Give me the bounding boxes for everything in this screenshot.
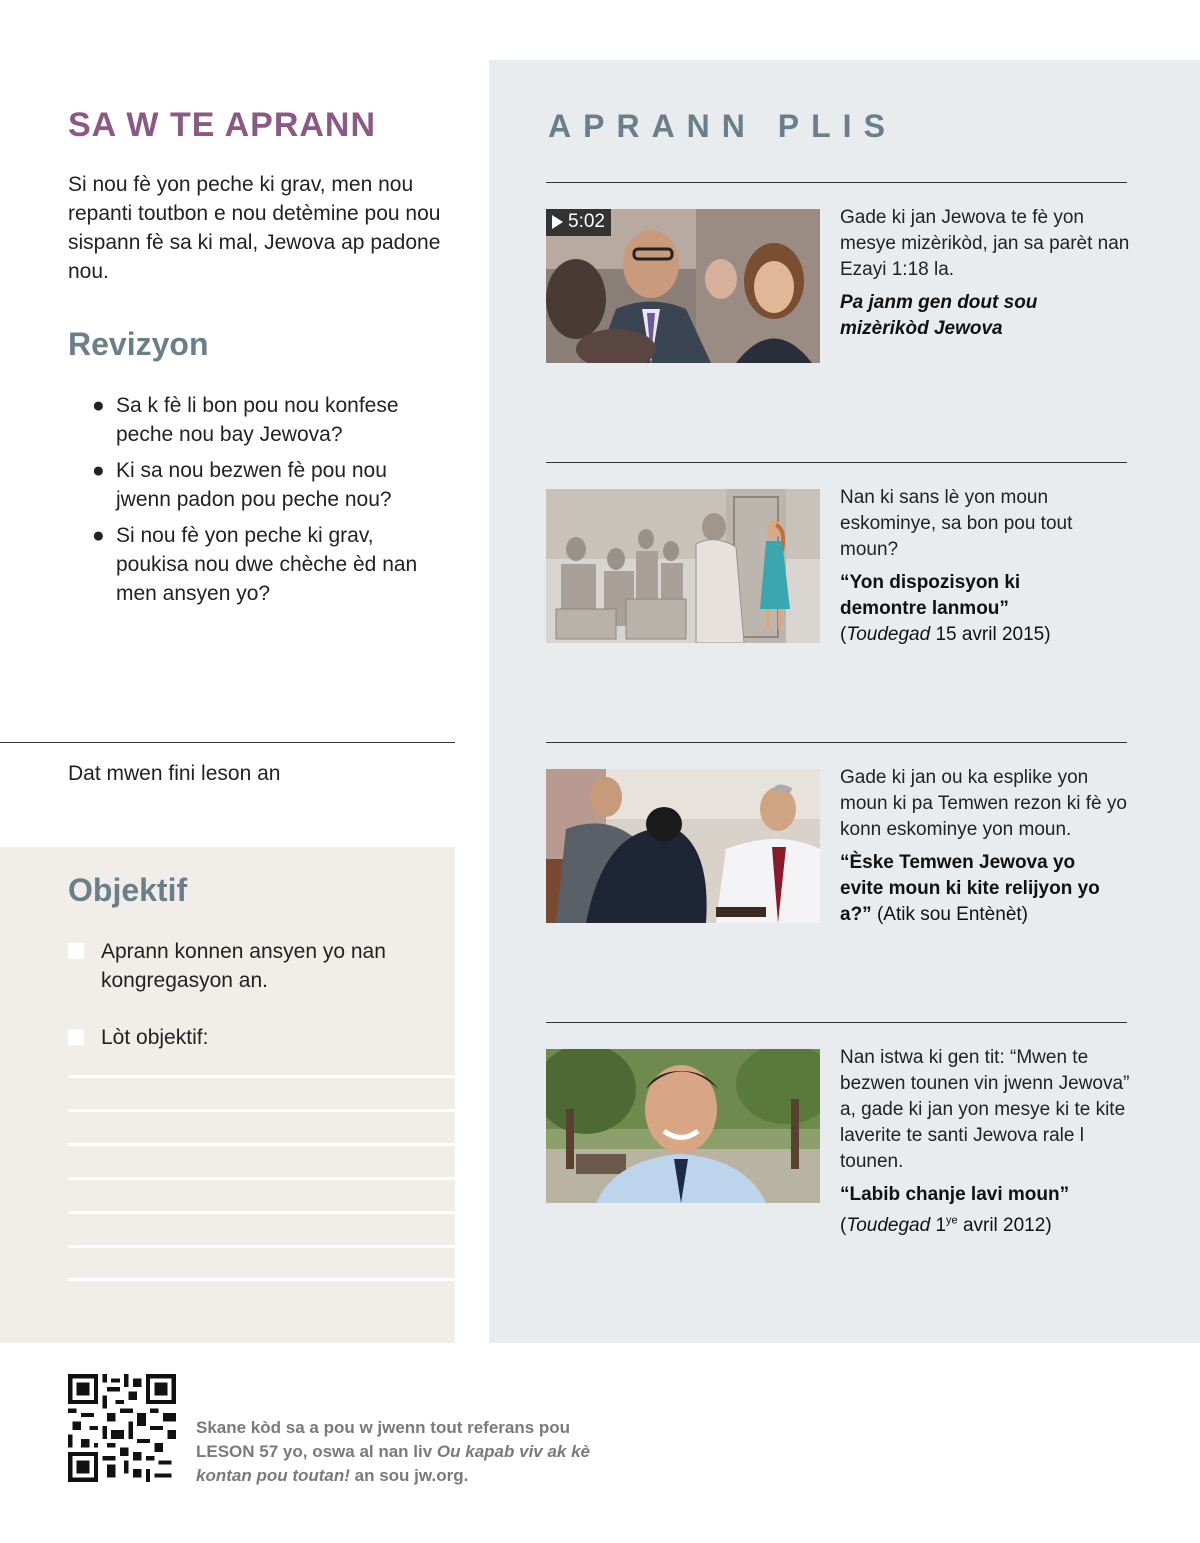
entry-divider bbox=[546, 182, 1127, 183]
learned-section-title: SA W TE APRANN bbox=[68, 106, 377, 144]
entry-divider bbox=[546, 742, 1127, 743]
completion-date-label: Dat mwen fini leson an bbox=[68, 762, 281, 785]
date-divider bbox=[0, 742, 455, 743]
goal-write-line[interactable] bbox=[68, 1177, 455, 1180]
review-section-title: Revizyon bbox=[68, 326, 209, 362]
learn-more-entry-4 bbox=[840, 1045, 1130, 1239]
goal-write-line[interactable] bbox=[68, 1211, 455, 1214]
kingdom-hall-sketch-image bbox=[546, 489, 820, 643]
bible-study-photo-image bbox=[546, 769, 820, 923]
bullet-icon: ● bbox=[92, 459, 105, 482]
entry-article-link[interactable]: “Labib chanje lavi moun” (Toudegad $1^{ye}$ avril 2012) bbox=[840, 1184, 1070, 1237]
entry-article-link[interactable]: “Èske Temwen Jewova yo evite moun ki kite relijyon yo a?” (Atik sou Entènèt) bbox=[840, 852, 1100, 925]
video-duration-badge: 5:02 bbox=[546, 209, 611, 236]
learn-more-entry-3 bbox=[840, 765, 1130, 928]
entry-article-link[interactable]: “Yon dispozisyon ki demontre lanmou” (Toudegad 15 avril 2015) bbox=[840, 572, 1051, 645]
goal-item-meet-elders: Aprann konnen ansyen yo nan kongregasyon an. bbox=[68, 937, 391, 995]
goal-write-line[interactable] bbox=[68, 1075, 455, 1078]
illustration-thumbnail bbox=[546, 489, 820, 643]
man-portrait-photo-image bbox=[546, 1049, 820, 1203]
entry-description: Nan ki sans lè yon moun eskominye, sa bon pou tout moun? bbox=[840, 487, 1073, 560]
photo-thumbnail bbox=[546, 769, 820, 923]
learn-more-title: APRANN PLIS bbox=[548, 108, 897, 144]
goal-checkbox[interactable] bbox=[68, 1029, 84, 1045]
learn-more-entry-1 bbox=[840, 205, 1130, 342]
learned-summary: Si nou fè yon peche ki grav, men nou repanti toutbon e nou detèmine pou nou sispann fè sa ki mal, Jewova ap padone nou. bbox=[68, 173, 441, 283]
bullet-icon: ● bbox=[92, 394, 105, 417]
entry-description: Gade ki jan Jewova te fè yon mesye mizèrikòd, jan sa parèt nan Ezayi 1:18 la. bbox=[840, 207, 1130, 280]
goal-section-title: Objektif bbox=[68, 872, 188, 908]
video-thumbnail[interactable] bbox=[546, 209, 820, 363]
review-item: ● Sa k fè li bon pou nou konfese peche nou bay Jewova? bbox=[92, 391, 442, 449]
entry-description: Gade ki jan ou ka esplike yon moun ki pa Temwen rezon ki fè yo konn eskominye yon moun. bbox=[840, 767, 1127, 840]
review-item: ● Ki sa nou bezwen fè pou nou jwenn padon pou peche nou? bbox=[92, 456, 442, 514]
bullet-icon: ● bbox=[92, 524, 105, 547]
entry-divider bbox=[546, 462, 1127, 463]
learn-more-entry-2 bbox=[840, 485, 1130, 648]
play-icon bbox=[552, 215, 563, 229]
footer-note: Skane kòd sa a pou w jwenn tout referans pou LESON 57 yo, oswa al nan liv Ou kapab viv ak kè kontan pou toutan! an sou jw.org. bbox=[196, 1418, 591, 1485]
portrait-thumbnail bbox=[546, 1049, 820, 1203]
goal-write-line[interactable] bbox=[68, 1278, 455, 1281]
goal-write-line[interactable] bbox=[68, 1109, 455, 1112]
goal-write-line[interactable] bbox=[68, 1245, 455, 1248]
entry-description: Nan istwa ki gen tit: “Mwen te bezwen tounen vin jwenn Jewova” a, gade ki jan yon mesye ki te kite laverite te santi Jewova rale l tounen. bbox=[840, 1047, 1130, 1172]
entry-divider bbox=[546, 1022, 1127, 1023]
review-item: ● Si nou fè yon peche ki grav, poukisa nou dwe chèche èd nan men ansyen yo? bbox=[92, 521, 442, 608]
goal-panel bbox=[0, 847, 455, 1343]
goal-item-other: Lòt objektif: bbox=[68, 1023, 208, 1052]
qr-code-icon[interactable] bbox=[68, 1374, 176, 1482]
goal-write-line[interactable] bbox=[68, 1143, 455, 1146]
review-list bbox=[92, 391, 442, 615]
entry-video-link[interactable]: Pa janm gen dout sou mizèrikòd Jewova bbox=[840, 292, 1038, 339]
goal-checkbox[interactable] bbox=[68, 943, 84, 959]
